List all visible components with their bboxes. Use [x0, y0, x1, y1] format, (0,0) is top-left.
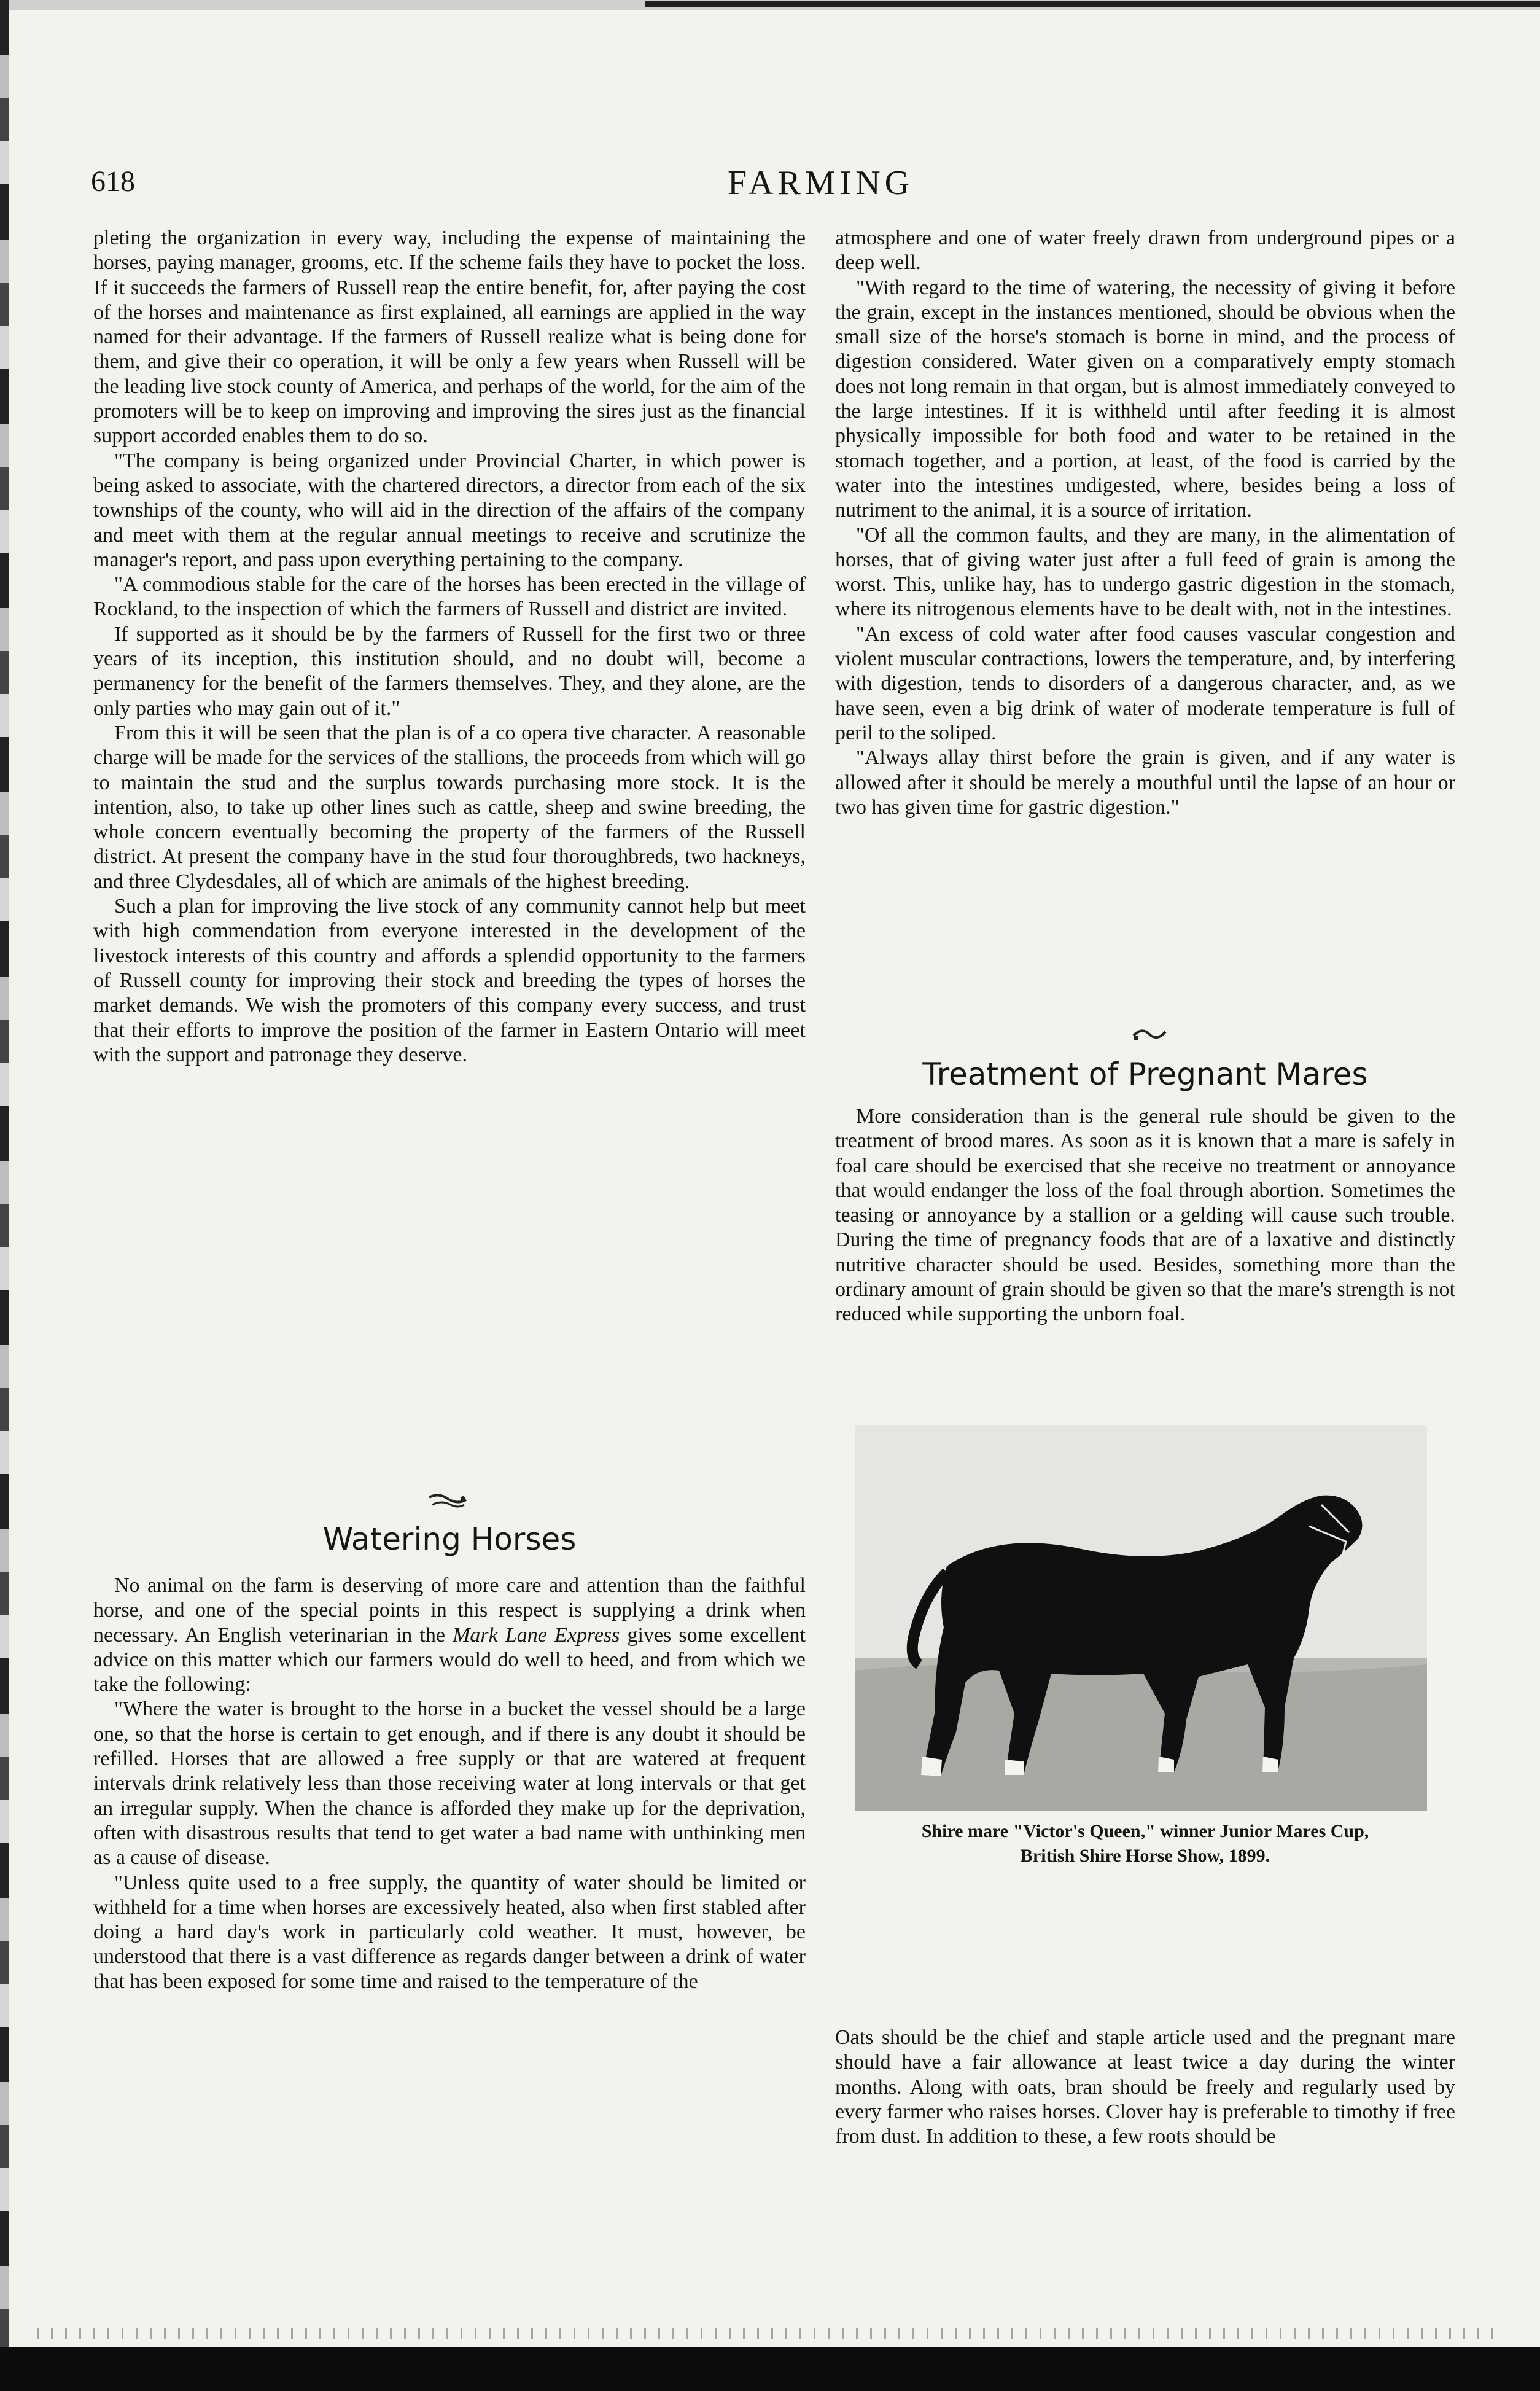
paragraph: No animal on the farm is deserving of more care and attention than the faithful horse, and one of the special points in this respect is supplying a drink when necessary. An English veterinarian in the Mark Lane Express gives some excellent advice on this matter which our farmers would do well to heed, and from which we take the following:	[93, 1574, 806, 1696]
bottom-scan-edge	[0, 2347, 1540, 2391]
paragraph: If supported as it should be by the farmers of Russell for the first two or three years of its inception, this institution should, and no doubt will, become a permanency for the benefit of the farmers themselves. They, and they alone, are the only parties who may gain out of it."	[93, 622, 806, 720]
left-column	[93, 226, 806, 1067]
caption-line: British Shire Horse Show, 1899.	[1020, 1846, 1270, 1866]
figure-caption	[835, 1819, 1455, 1868]
pregnant-mares-heading: Treatment of Pregnant Mares	[922, 1056, 1368, 1092]
top-scan-edge	[0, 0, 1540, 10]
paragraph: pleting the organization in every way, including the expense of maintaining the horses, paying manager, grooms, etc. If the scheme fails they have to pocket the loss. If it succeeds the farmers of Russell reap the entire benefit, for, after paying the cost of the horses and maintenance as first explained, all earnings are applied in the way named for their advantage. If the farmers of Russell realize what is being done for them, and give their co operation, it will be only a few years when Russell will be the leading live stock county of America, and perhaps of the world, for the aim of the promoters will be to keep on improving and improving the sires just as the financial support accorded enables them to do so.	[93, 227, 806, 448]
watering-horses-section	[93, 1574, 806, 1994]
paragraph: From this it will be seen that the plan is of a co opera tive character. A reasonable charge will be made for the services of the stallions, the proceeds from which will go to maintain the stud and the surplus towards purchasing more stock. It is the intention, also, to take up other lines such as cattle, sheep and swine breeding, the whole concern eventually becoming the property of the farmers of the Russell district. At present the company have in the stud four thoroughbreds, two hackneys, and three Clydesdales, all of which are animals of the highest breeding.	[93, 721, 806, 893]
page-number: 618	[91, 165, 135, 198]
paragraph: "With regard to the time of watering, the necessity of giving it before the grain, except in the instances mentioned, should be obvious when the small size of the horse's stomach is borne in mind, and the process of digestion considered. Water given on a comparatively empty stomach does not long remain in that organ, but is almost immediately conveyed to the large intestines. If it is withheld until after feeding it is almost physically impossible for both food and water to be retained in the stomach together, and a portion, at least, of the food is carried by the water into the intestines undigested, where, besides being a loss of nutriment to the animal, it is a source of irritation.	[835, 276, 1455, 522]
running-title: FARMING	[728, 164, 914, 202]
publication-title: Mark Lane Express	[453, 1623, 620, 1647]
paragraph: "An excess of cold water after food causes vascular congestion and violent muscular contractions, lowers the temperature, and, by interfering with digestion, tends to disorders of a dangerous character, and, as we have seen, even a big drink of water of moderate temperature is full of peril to the soliped.	[835, 622, 1455, 744]
shire-mare-photo	[855, 1425, 1427, 1811]
paragraph: "Always allay thirst before the grain is given, and if any water is allowed after it should be merely a mouthful until the lapse of an hour or two has given time for gastric digestion."	[835, 746, 1455, 819]
watering-horses-heading: Watering Horses	[322, 1521, 577, 1557]
section-ornament-icon	[426, 1491, 469, 1510]
right-column	[835, 226, 1455, 820]
right-column-continuation	[835, 2026, 1455, 2149]
paragraph: Oats should be the chief and staple article used and the pregnant mare should have a fair allowance at least twice a day during the winter months. Along with oats, bran should be freely and regularly used by every farmer who raises horses. Clover hay is preferable to timothy if free from dust. In addition to these, a few roots should be	[835, 2026, 1455, 2148]
caption-line: Shire mare "Victor's Queen," winner Junior Mares Cup,	[921, 1821, 1369, 1841]
section-ornament-icon	[1131, 1024, 1168, 1043]
left-scan-edge	[0, 0, 9, 2391]
bottom-scan-noise	[37, 2328, 1498, 2339]
paragraph: "The company is being organized under Provincial Charter, in which power is being asked to associate, with the chartered directors, a director from each of the six townships of the county, who will aid in the direction of the affairs of the company and meet with them at the regular annual meetings to receive and scrutinize the manager's report, and pass upon everything pertaining to the company.	[93, 449, 806, 571]
paragraph: "Of all the common faults, and they are many, in the alimentation of horses, that of giving water just after a full feed of grain is among the worst. This, unlike hay, has to undergo gastric digestion in the stomach, where its nitrogenous elements have to be dealt with, not in the intestines.	[835, 523, 1455, 621]
paragraph: "Where the water is brought to the horse in a bucket the vessel should be a large one, so that the horse is certain to get enough, and if there is any doubt it should be refilled. Horses that are allowed a free supply or that are watered at frequent intervals drink relatively less than those receiving water at long intervals or that get an irregular supply. When the chance is afforded they make up for the deprivation, often with disastrous results that tend to get water a bad name with unthinking men as a cause of disease.	[93, 1698, 806, 1870]
paragraph: More consideration than is the general rule should be given to the treatment of brood mares. As soon as it is known that a mare is safely in foal care should be exercised that she receive no treatment or annoyance that would endanger the loss of the foal through abortion. Sometimes the teasing or annoyance by a stallion or a gelding will cause such trouble. During the time of pregnancy foods that are of a laxative and distinctly nutritive character should be used. Besides, something more than the ordinary amount of grain should be given so that the mare's strength is not reduced while supporting the unborn foal.	[835, 1105, 1455, 1326]
pregnant-mares-section	[835, 1104, 1455, 1327]
paragraph: atmosphere and one of water freely drawn from underground pipes or a deep well.	[835, 227, 1455, 275]
paragraph: "Unless quite used to a free supply, the quantity of water should be limited or withheld for a time when horses are excessively heated, also when first stabled after doing a hard day's work in particularly cold weather. It must, however, be understood that there is a vast difference as regards danger between a drink of water that has been exposed for some time and raised to the temperature of the	[93, 1871, 806, 1993]
paragraph: "A commodious stable for the care of the horses has been erected in the village of Rockland, to the inspection of which the farmers of Russell and district are invited.	[93, 573, 806, 621]
paragraph: Such a plan for improving the live stock of any community cannot help but meet with high commendation from everyone interested in the development of the livestock interests of this country and affords a splendid opportunity to the farmers of Russell county for improving their stock and breeding the types of horses the market demands. We wish the promoters of this company every success, and trust that their efforts to improve the position of the farmer in Eastern Ontario will meet with the support and patronage they deserve.	[93, 895, 806, 1066]
